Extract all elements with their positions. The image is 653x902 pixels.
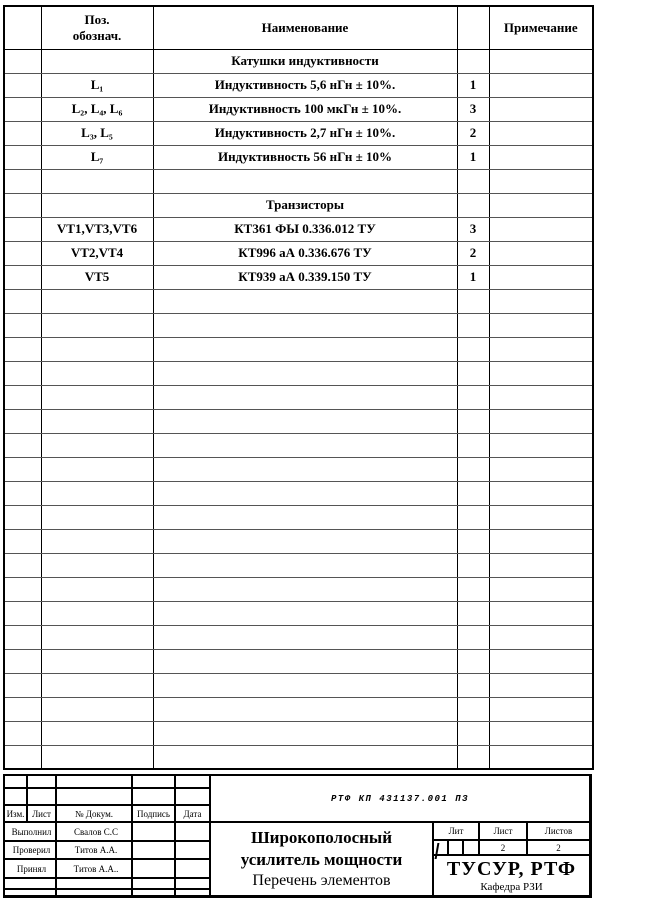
cell-blank — [4, 121, 41, 145]
cell-pos: L₂, L₄, L₆ — [41, 97, 153, 121]
cell-name — [153, 697, 457, 721]
cell-blank — [4, 73, 41, 97]
cell-note — [489, 577, 593, 601]
cell-note — [489, 217, 593, 241]
name-column-header: Наименование — [153, 6, 457, 49]
cell-name — [153, 361, 457, 385]
cell-blank — [4, 97, 41, 121]
empty-row — [4, 649, 593, 673]
cell-blank — [4, 529, 41, 553]
empty-row — [4, 721, 593, 745]
cell-qty — [457, 409, 489, 433]
rev-cell — [5, 788, 27, 805]
rev-header-list: Лист — [27, 805, 56, 822]
cell-pos: L₇ — [41, 145, 153, 169]
cell-blank — [4, 673, 41, 697]
cell-qty — [457, 697, 489, 721]
cell-blank — [4, 721, 41, 745]
cell-note — [489, 505, 593, 529]
rev-cell — [175, 776, 210, 788]
cell-qty: 2 — [457, 121, 489, 145]
cell-note — [489, 361, 593, 385]
sheets-value: 2 — [527, 840, 590, 855]
empty-row — [4, 433, 593, 457]
empty-row — [4, 409, 593, 433]
title-block — [3, 774, 592, 898]
rev-cell — [56, 889, 132, 896]
cell-note — [489, 649, 593, 673]
cell-pos — [41, 457, 153, 481]
cell-name — [153, 745, 457, 769]
cell-pos: VT1,VT3,VT6 — [41, 217, 153, 241]
cell-name: Индуктивность 100 мкГн ± 10%. — [153, 97, 457, 121]
cell-name — [153, 721, 457, 745]
cell-blank — [4, 49, 41, 73]
empty-row — [4, 505, 593, 529]
cell-blank — [4, 697, 41, 721]
item-row — [4, 97, 593, 121]
cell-name — [153, 457, 457, 481]
cell-note — [489, 409, 593, 433]
item-row — [4, 121, 593, 145]
cell-pos — [41, 601, 153, 625]
cell-note — [489, 721, 593, 745]
cell-qty: 3 — [457, 217, 489, 241]
cell-blank — [4, 553, 41, 577]
cell-note — [489, 745, 593, 769]
item-row — [4, 265, 593, 289]
cell-qty — [457, 337, 489, 361]
cell-name — [153, 505, 457, 529]
cell-qty — [457, 433, 489, 457]
cell-name — [153, 385, 457, 409]
cell-blank — [4, 313, 41, 337]
cell-qty: 2 — [457, 241, 489, 265]
cell-qty — [457, 745, 489, 769]
cell-pos — [41, 481, 153, 505]
cell-note — [489, 529, 593, 553]
rev-header-dokum: № Докум. — [56, 805, 132, 822]
cell-qty — [457, 721, 489, 745]
cell-blank — [4, 169, 41, 193]
rev-cell — [27, 776, 56, 788]
rev-cell — [132, 889, 175, 896]
rev-cell — [175, 788, 210, 805]
sheets-label: Листов — [527, 822, 590, 840]
empty-row — [4, 457, 593, 481]
empty-row — [4, 313, 593, 337]
cell-pos — [41, 169, 153, 193]
cell-pos — [41, 385, 153, 409]
cell-note — [489, 265, 593, 289]
cell-blank — [4, 745, 41, 769]
note-column-header: Примечание — [489, 6, 593, 49]
cell-name — [153, 577, 457, 601]
lit-cell-1 — [433, 840, 448, 855]
cell-blank — [4, 289, 41, 313]
empty-row — [4, 625, 593, 649]
cell-qty — [457, 193, 489, 217]
cell-pos — [41, 529, 153, 553]
cell-name — [153, 337, 457, 361]
cell-blank — [4, 649, 41, 673]
pos-header-line1: Поз. — [84, 11, 110, 27]
cell-note — [489, 49, 593, 73]
cell-note — [489, 625, 593, 649]
cell-note — [489, 553, 593, 577]
cell-name — [153, 649, 457, 673]
empty-row — [4, 673, 593, 697]
doc-title-line3: Перечень элементов — [252, 871, 391, 889]
cell-blank — [4, 361, 41, 385]
empty-row — [4, 169, 593, 193]
doc-title-line1: Широкополосный — [250, 827, 392, 847]
cell-name: Транзисторы — [153, 193, 457, 217]
cell-qty — [457, 313, 489, 337]
cell-name — [153, 289, 457, 313]
cell-qty — [457, 649, 489, 673]
empty-row — [4, 601, 593, 625]
cell-qty — [457, 457, 489, 481]
cell-note — [489, 121, 593, 145]
cell-note — [489, 289, 593, 313]
cell-pos — [41, 553, 153, 577]
cell-name — [153, 529, 457, 553]
cell-pos — [41, 673, 153, 697]
doc-title — [210, 822, 433, 896]
rev-cell — [5, 776, 27, 788]
cell-name — [153, 601, 457, 625]
cell-note — [489, 673, 593, 697]
rev-header-izm: Изм. — [5, 805, 27, 822]
cell-blank — [4, 265, 41, 289]
signature-date — [175, 822, 210, 841]
parts-table-body — [4, 49, 593, 769]
cell-blank — [4, 601, 41, 625]
parts-table — [3, 5, 594, 770]
doc-title-line2: усилитель мощности — [240, 849, 403, 869]
item-row — [4, 145, 593, 169]
cell-qty — [457, 385, 489, 409]
cell-pos — [41, 505, 153, 529]
cell-qty — [457, 49, 489, 73]
qty-column-header — [457, 6, 489, 49]
rev-cell — [5, 889, 56, 896]
cell-blank — [4, 241, 41, 265]
empty-row — [4, 553, 593, 577]
cell-qty — [457, 625, 489, 649]
cell-note — [489, 337, 593, 361]
rev-cell — [132, 788, 175, 805]
cell-blank — [4, 625, 41, 649]
cell-blank — [4, 481, 41, 505]
signature-date — [175, 859, 210, 878]
cell-pos: L₁ — [41, 73, 153, 97]
cell-pos — [41, 625, 153, 649]
cell-note — [489, 385, 593, 409]
cell-qty — [457, 361, 489, 385]
cell-name: КТ939 аА 0.339.150 ТУ — [153, 265, 457, 289]
cell-note — [489, 481, 593, 505]
cell-blank — [4, 577, 41, 601]
sheet-label: Лист — [479, 822, 527, 840]
blank-column-header — [4, 6, 41, 49]
signature-name: Свалов С.С — [56, 822, 132, 841]
cell-pos — [41, 721, 153, 745]
cell-note — [489, 457, 593, 481]
cell-name — [153, 313, 457, 337]
rev-cell — [56, 776, 132, 788]
cell-note — [489, 169, 593, 193]
cell-qty: 3 — [457, 97, 489, 121]
cell-pos — [41, 697, 153, 721]
cell-qty — [457, 577, 489, 601]
doc-number: РТФ КП 431137.001 ПЗ — [210, 776, 590, 822]
lit-label: Лит — [433, 822, 479, 840]
cell-blank — [4, 433, 41, 457]
cell-note — [489, 97, 593, 121]
item-row — [4, 241, 593, 265]
cell-pos — [41, 745, 153, 769]
cell-name — [153, 481, 457, 505]
table-header-row — [4, 6, 593, 49]
cell-blank — [4, 409, 41, 433]
cell-qty — [457, 529, 489, 553]
pos-header-line2: обознач. — [72, 27, 122, 43]
cell-qty — [457, 505, 489, 529]
cell-name — [153, 409, 457, 433]
signature-role: Принял — [5, 859, 56, 878]
rev-cell — [27, 788, 56, 805]
cell-name: КТ996 аА 0.336.676 ТУ — [153, 241, 457, 265]
cell-qty — [457, 601, 489, 625]
rev-header-data: Дата — [175, 805, 210, 822]
cell-name: Индуктивность 2,7 нГн ± 10%. — [153, 121, 457, 145]
cell-pos — [41, 193, 153, 217]
signature-date — [175, 841, 210, 859]
item-row — [4, 217, 593, 241]
cell-pos — [41, 49, 153, 73]
cell-qty — [457, 553, 489, 577]
sheet-value: 2 — [479, 840, 527, 855]
rev-cell — [175, 889, 210, 896]
cell-note — [489, 73, 593, 97]
cell-blank — [4, 505, 41, 529]
cell-pos — [41, 577, 153, 601]
org-name: ТУСУР, РТФ — [446, 857, 577, 880]
empty-row — [4, 361, 593, 385]
cell-qty: 1 — [457, 145, 489, 169]
rev-cell — [56, 878, 132, 889]
empty-row — [4, 577, 593, 601]
rev-cell — [175, 878, 210, 889]
section-row — [4, 193, 593, 217]
cell-name — [153, 553, 457, 577]
pos-column-header — [41, 6, 153, 49]
empty-row — [4, 697, 593, 721]
cell-note — [489, 145, 593, 169]
rev-cell — [56, 788, 132, 805]
cell-pos — [41, 361, 153, 385]
cell-qty — [457, 481, 489, 505]
cell-pos: VT5 — [41, 265, 153, 289]
cell-note — [489, 193, 593, 217]
cell-note — [489, 601, 593, 625]
cell-name — [153, 433, 457, 457]
organization — [433, 855, 590, 896]
rev-cell — [5, 878, 56, 889]
cell-blank — [4, 145, 41, 169]
org-dept: Кафедра РЗИ — [480, 880, 543, 893]
signature-sign — [132, 841, 175, 859]
cell-note — [489, 241, 593, 265]
cell-note — [489, 697, 593, 721]
cell-pos — [41, 433, 153, 457]
cell-qty: 1 — [457, 265, 489, 289]
cell-pos — [41, 649, 153, 673]
signature-role: Выполнил — [5, 822, 56, 841]
empty-row — [4, 337, 593, 361]
lit-cell-2 — [448, 840, 463, 855]
signature-sign — [132, 822, 175, 841]
signature-name: Титов А.А. — [56, 841, 132, 859]
cell-name: Катушки индуктивности — [153, 49, 457, 73]
cell-blank — [4, 385, 41, 409]
cell-name — [153, 169, 457, 193]
cell-name: Индуктивность 5,6 нГн ± 10%. — [153, 73, 457, 97]
section-row — [4, 49, 593, 73]
cell-name: Индуктивность 56 нГн ± 10% — [153, 145, 457, 169]
signature-role: Проверил — [5, 841, 56, 859]
cell-blank — [4, 217, 41, 241]
cell-note — [489, 433, 593, 457]
cell-name — [153, 625, 457, 649]
cell-note — [489, 313, 593, 337]
cell-pos — [41, 409, 153, 433]
item-row — [4, 73, 593, 97]
lit-cell-3 — [463, 840, 479, 855]
signature-name: Титов А.А.. — [56, 859, 132, 878]
cell-qty: 1 — [457, 73, 489, 97]
empty-row — [4, 289, 593, 313]
cell-pos — [41, 289, 153, 313]
cell-blank — [4, 193, 41, 217]
empty-row — [4, 745, 593, 769]
rev-header-podpis: Подпись — [132, 805, 175, 822]
cell-qty — [457, 673, 489, 697]
cell-pos: L₃, L₅ — [41, 121, 153, 145]
empty-row — [4, 481, 593, 505]
cell-blank — [4, 337, 41, 361]
cell-qty — [457, 169, 489, 193]
cell-name: КТ361 ФЫ 0.336.012 ТУ — [153, 217, 457, 241]
rev-cell — [132, 878, 175, 889]
signature-sign — [132, 859, 175, 878]
cell-pos — [41, 337, 153, 361]
cell-pos — [41, 313, 153, 337]
rev-cell — [132, 776, 175, 788]
cell-pos: VT2,VT4 — [41, 241, 153, 265]
cell-qty — [457, 289, 489, 313]
cell-name — [153, 673, 457, 697]
empty-row — [4, 529, 593, 553]
cell-blank — [4, 457, 41, 481]
empty-row — [4, 385, 593, 409]
